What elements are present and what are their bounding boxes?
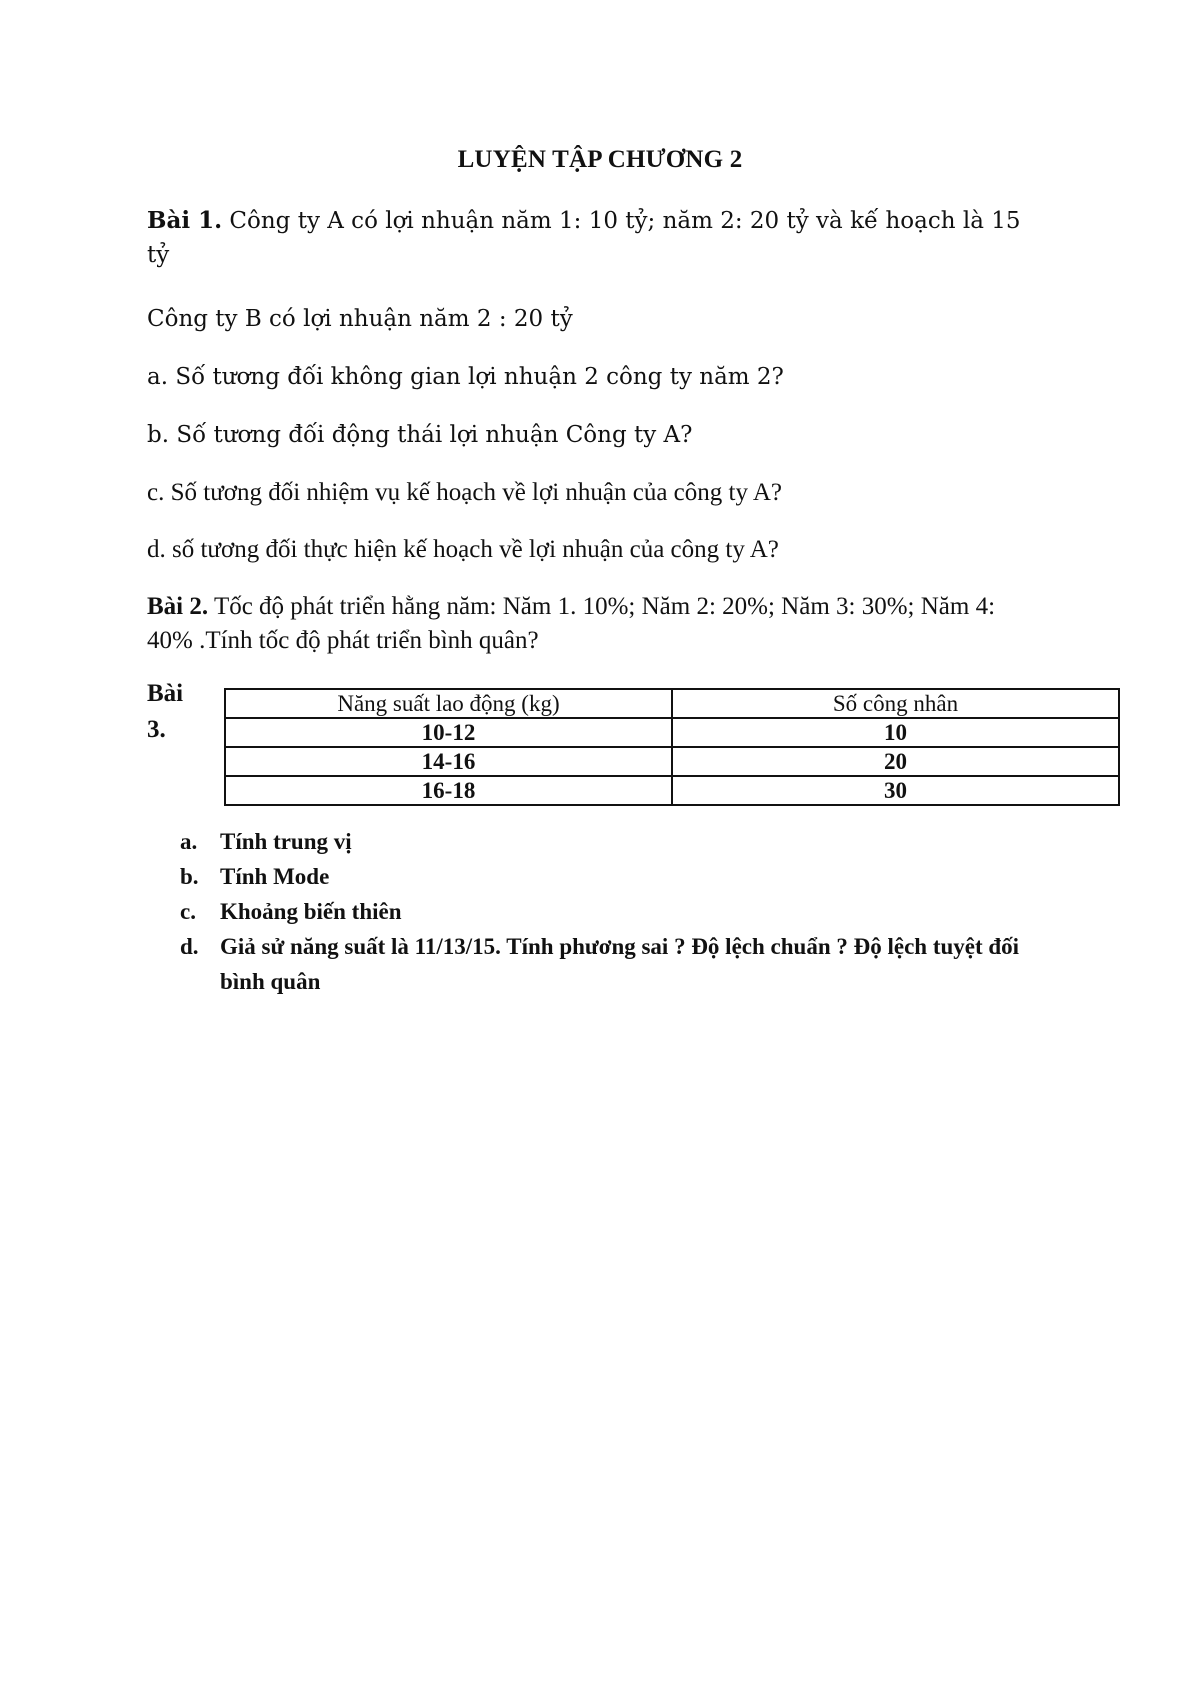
table-cell: 16-18 <box>225 776 672 805</box>
bai1-paragraph <box>147 204 1047 272</box>
bai1-company-b: Công ty B có lợi nhuận năm 2 : 20 tỷ <box>147 306 573 332</box>
list-item <box>180 859 1040 894</box>
productivity-table <box>224 688 1120 806</box>
bai1-question-b: b. Số tương đối động thái lợi nhuận Công ty A? <box>147 422 693 448</box>
table-cell: 20 <box>672 747 1119 776</box>
list-item-text: Khoảng biến thiên <box>220 899 402 924</box>
table-header-cell: Năng suất lao động (kg) <box>225 689 672 718</box>
table-row <box>225 747 1119 776</box>
bai1-question-a: a. Số tương đối không gian lợi nhuận 2 công ty năm 2? <box>147 364 784 390</box>
list-item <box>180 894 1040 929</box>
bai1-label: Bài 1. <box>147 207 223 234</box>
bai3-label: Bài 3. <box>147 680 184 743</box>
bai2-text: Tốc độ phát triển hằng năm: Năm 1. 10%; Năm 2: 20%; Năm 3: 30%; Năm 4: 40% .Tính tốc độ phát triển bình quân? <box>147 593 996 654</box>
bai2-label: Bài 2. <box>147 593 209 620</box>
list-marker: a. <box>180 829 198 854</box>
table-header-row <box>225 689 1119 718</box>
list-item-text: Giả sử năng suất là 11/13/15. Tính phương sai ? Độ lệch chuẩn ? Độ lệch tuyệt đối bình quân <box>220 934 1020 994</box>
list-item-text: Tính trung vị <box>220 829 352 854</box>
list-marker: c. <box>180 899 196 924</box>
list-item <box>180 824 1040 859</box>
table-row <box>225 718 1119 747</box>
list-marker: b. <box>180 864 199 889</box>
list-item <box>180 929 1040 999</box>
table-cell: 10-12 <box>225 718 672 747</box>
bai2-paragraph <box>147 590 1047 658</box>
page-title: LUYỆN TẬP CHƯƠNG 2 <box>457 146 743 173</box>
table-cell: 30 <box>672 776 1119 805</box>
table-header-cell: Số công nhân <box>672 689 1119 718</box>
table-cell: 10 <box>672 718 1119 747</box>
table-row <box>225 776 1119 805</box>
list-item-text: Tính Mode <box>220 864 330 889</box>
bai1-question-c: c. Số tương đối nhiệm vụ kế hoạch về lợi nhuận của công ty A? <box>147 479 782 506</box>
list-marker: d. <box>180 934 199 959</box>
table-cell: 14-16 <box>225 747 672 776</box>
bai1-question-d: d. số tương đối thực hiện kế hoạch về lợi nhuận của công ty A? <box>147 536 779 563</box>
bai3-question-list <box>180 824 1040 999</box>
bai1-text: Công ty A có lợi nhuận năm 1: 10 tỷ; năm 2: 20 tỷ và kế hoạch là 15 tỷ <box>147 208 1021 268</box>
